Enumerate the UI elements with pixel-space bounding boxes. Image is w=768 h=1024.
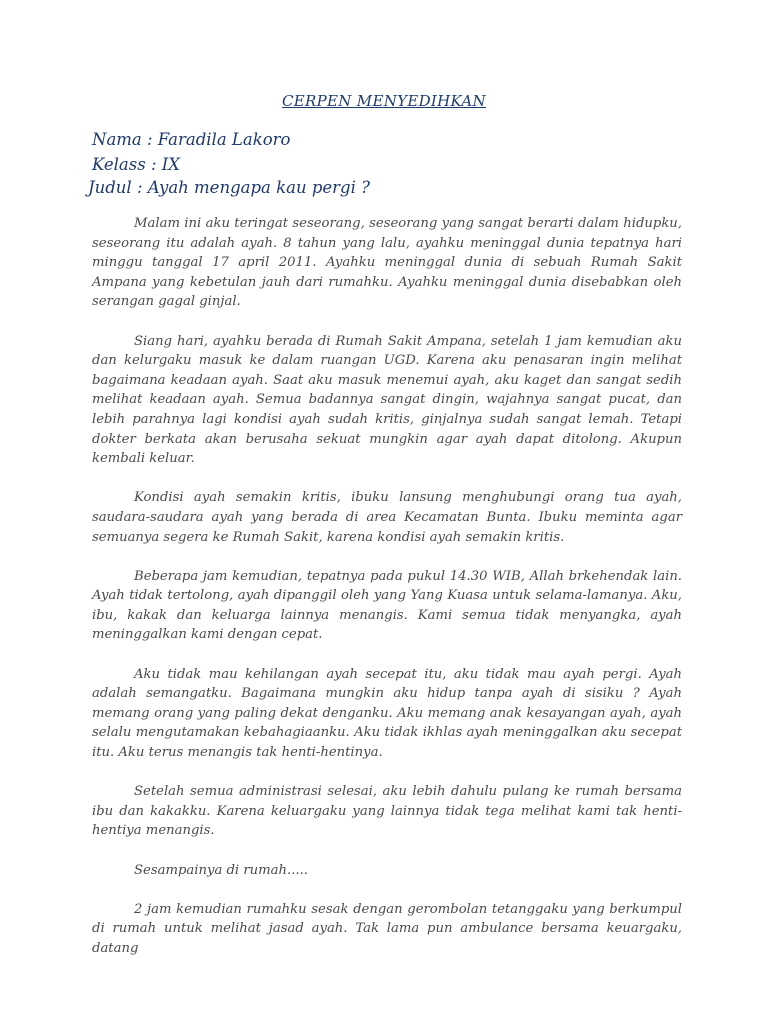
author-name-line: Nama : Faradila Lakoro [92,130,291,149]
story-title-line: Judul : Ayah mengapa kau pergi ? [88,178,370,197]
document-title: CERPEN MENYEDIHKAN [282,92,486,110]
paragraph: Beberapa jam kemudian, tepatnya pada pukul 14.30 WIB, Allah brkehendak lain. Ayah tidak tertolong, ayah dipanggil oleh yang Yang Kuasa untuk selama-lamanya. Aku, ibu, kakak dan keluarga lainnya menangis. Kami semua tidak menyangka, ayah meninggalkan kami dengan cepat. [92,568,682,643]
paragraph: Sesampainya di rumah..... [134,862,308,878]
paragraph: Siang hari, ayahku berada di Rumah Sakit Ampana, setelah 1 jam kemudian aku dan kelurgaku masuk ke dalam ruangan UGD. Karena aku penasaran ingin melihat bagaimana keadaan ayah. Saat aku masuk menemui ayah, aku kaget dan sangat sedih melihat keadaan ayah. Semua badannya sangat dingin, wajahnya sangat pucat, dan lebih parahnya lagi kondisi ayah sudah kritis, ginjalnya sudah sangat lemah. Tetapi dokter berkata akan berusaha sekuat mungkin agar ayah dapat ditolong. Akupun kembali keluar. [92,333,682,467]
paragraph: Malam ini aku teringat seseorang, seseorang yang sangat berarti dalam hidupku, seseorang itu adalah ayah. 8 tahun yang lalu, ayahku meninggal dunia tepatnya hari minggu tanggal 17 april 2011. Ayahku meninggal dunia di sebuah Rumah Sakit Ampana yang kebetulan jauh dari rumahku. Ayahku meninggal dunia disebabkan oleh serangan gagal ginjal. [92,216,682,310]
story-body [92,214,682,959]
class-line: Kelass : IX [92,155,181,174]
paragraph: Setelah semua administrasi selesai, aku lebih dahulu pulang ke rumah bersama ibu dan kakakku. Karena keluargaku yang lainnya tidak tega melihat kami tak henti-hentiya menangis. [92,784,682,839]
paragraph: Aku tidak mau kehilangan ayah secepat itu, aku tidak mau ayah pergi. Ayah adalah semangatku. Bagaimana mungkin aku hidup tanpa ayah di sisiku ? Ayah memang orang yang paling dekat denganku. Aku memang anak kesayangan ayah, ayah selalu mengutamakan kebahagiaanku. Aku tidak ikhlas ayah meninggalkan aku secepat itu. Aku terus menangis tak henti-hentinya. [92,666,682,761]
paragraph: Kondisi ayah semakin kritis, ibuku lansung menghubungi orang tua ayah, saudara-saudara ayah yang berada di area Kecamatan Bunta. Ibuku meminta agar semuanya segera ke Rumah Sakit, karena kondisi ayah semakin kritis. [92,490,682,545]
paragraph: 2 jam kemudian rumahku sesak dengan gerombolan tetanggaku yang berkumpul di rumah untuk melihat jasad ayah. Tak lama pun ambulance bersama keuargaku, datang [92,901,682,956]
